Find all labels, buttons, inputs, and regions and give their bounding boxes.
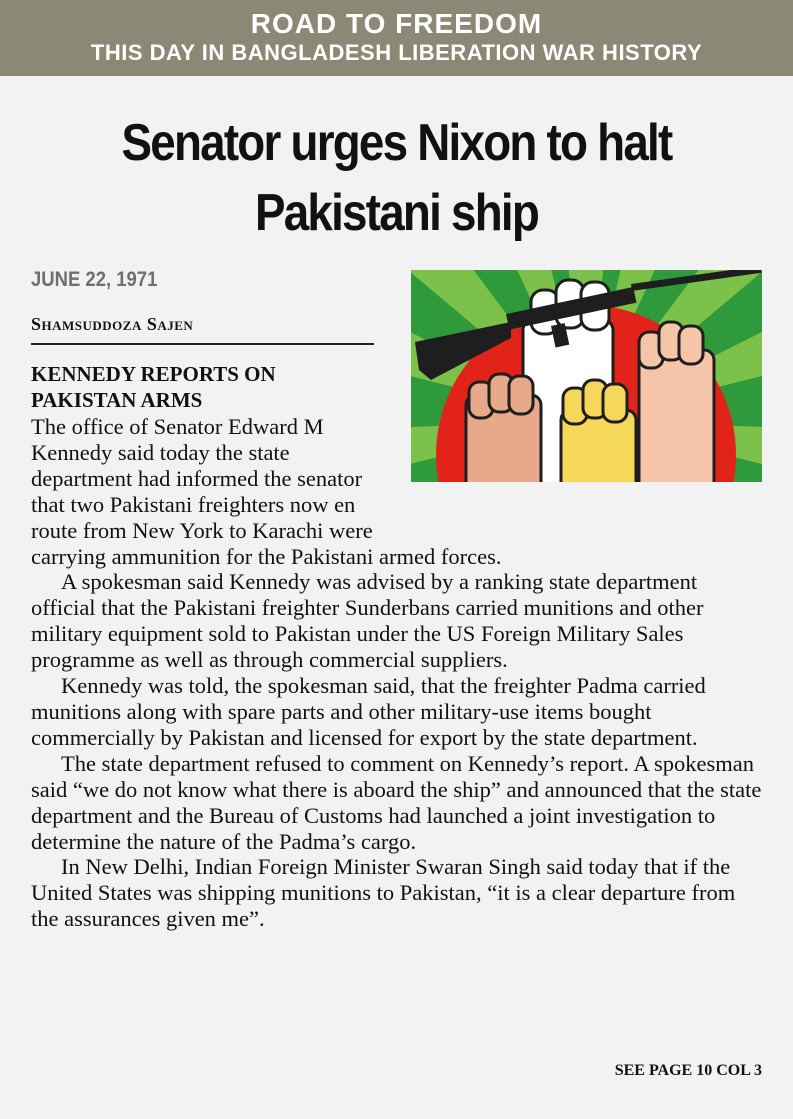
headline-line-1: Senator urges Nixon to halt (121, 114, 672, 172)
article-paragraph-2: A spokesman said Kennedy was advised by a ranking state department official that the Pakistani freighter Sunderbans carried munitions and other military equipment sold to Pakistan under the US Foreign Military Sales programme as well as through commercial suppliers. (31, 569, 704, 673)
banner-subtitle: THIS DAY IN BANGLADESH LIBERATION WAR HISTORY (90, 40, 703, 65)
dateline: JUNE 22, 1971 (31, 268, 158, 291)
continuation-note: SEE PAGE 10 COL 3 (614, 1062, 762, 1079)
article-body (31, 414, 763, 932)
byline-divider (31, 343, 374, 345)
headline (48, 108, 746, 248)
illustration-wrap-spacer (383, 414, 763, 524)
byline: Shamsuddoza Sajen (31, 314, 194, 334)
article-paragraph-5: In New Delhi, Indian Foreign Minister Swaran Singh said today that if the United States was shipping munitions to Pakistan, “it is a clear departure from the assurances given me”. (31, 854, 736, 932)
subheading: KENNEDY REPORTS ON PAKISTAN ARMS (31, 362, 276, 412)
banner-title: ROAD TO FREEDOM (250, 8, 543, 39)
article-paragraph-3: Kennedy was told, the spokesman said, that the freighter Padma carried munitions along with spare parts and other military-use items bought commercially by Pakistan and licensed for export by the state department. (31, 673, 706, 750)
article-paragraph-1: The office of Senator Edward M Kennedy said today the state department had informed the senator that two Pakistani freighters now en route from New York to Karachi were carrying ammunition for the Pakistani armed forces. (31, 414, 502, 569)
headline-line-2: Pakistani ship (254, 184, 539, 242)
header-banner (0, 0, 793, 76)
article-paragraph-4: The state department refused to comment on Kennedy’s report. A spokesman said “we do not know what there is aboard the ship” and announced that the state department and the Bureau of Customs had launched a joint investigation to determine the nature of the Padma’s cargo. (31, 750, 762, 854)
